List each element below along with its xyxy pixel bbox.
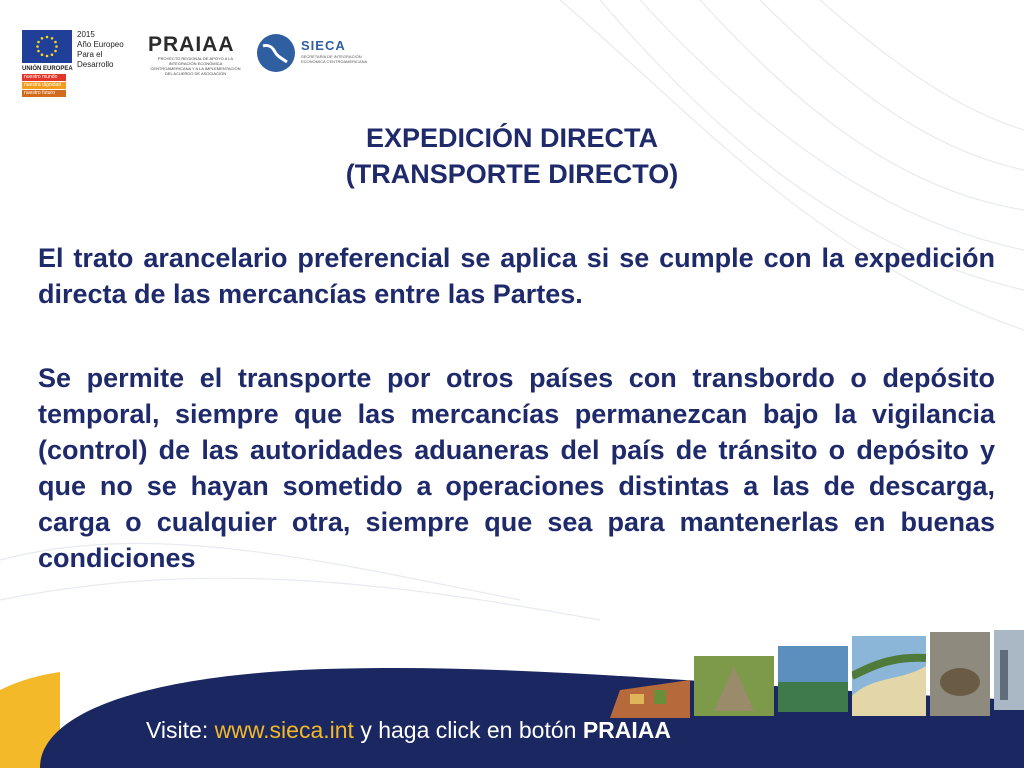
praiaa-logo [148,34,243,88]
footer-prefix: Visite: [146,717,215,743]
photo-collage [610,630,1024,720]
eu-bar-3: nuestro futuro [22,90,66,97]
sieca-logo [257,34,367,74]
slide-title [0,120,1024,192]
photo-city [994,630,1024,710]
photo-turtle [930,632,990,716]
title-line-1: EXPEDICIÓN DIRECTA [365,123,659,153]
footer-praiaa-button-name: PRAIAA [582,717,671,743]
eu-year-text: 2015 Año Europeo Para el Desarrollo [77,30,124,69]
photo-coast [778,646,848,712]
footer-middle: y haga click en botón [353,717,583,743]
paragraph-preferential-treatment: El trato arancelario preferencial se aplica si se cumple con la expedición directa de las mercancías entre las Partes. [38,243,995,309]
praiaa-subtitle: PROYECTO REGIONAL DE APOYO A LA INTEGRACIÓN ECONÓMICA CENTROAMERICANA Y A LA IMPLEMENTACIÓN DEL ACUERDO DE ASOCIACIÓN [150,56,241,76]
footer-url-link[interactable]: www.sieca.int [214,717,354,743]
sieca-subtitle: SECRETARÍA DE INTEGRACIÓN ECONÓMICA CENTROAMERICANA [301,54,368,64]
photo-market [610,680,690,718]
eu-bar-1: nuestro mundo [22,74,66,81]
sieca-wordmark: SIECA [301,38,346,53]
photo-beach [852,636,926,716]
title-line-2: (TRANSPORTE DIRECTO) [345,159,679,189]
photo-ruins [694,656,774,716]
eu-union-label: UNIÓN EUROPEA [22,66,73,72]
eu-bar-2: nuestra dignidad [22,82,66,89]
paragraph-transit-conditions: Se permite el transporte por otros países con transbordo o depósito temporal, siempre que las mercancías permanezcan bajo la vigilancia (control) de las autoridades aduaneras del país de tránsito o depósito y que no se hayan sometido a operaciones distintas a las de descarga, carga o cualquier otra, siempre que sea para mantenerlas en buenas condiciones [38,363,995,573]
eu-development-year-logo [22,30,132,94]
praiaa-wordmark: PRAIAA [148,33,235,56]
eu-flag-icon [22,30,72,63]
footer-visit-text [146,717,671,744]
eu-slogan-bars [22,74,66,98]
sieca-globe-icon [257,34,295,72]
